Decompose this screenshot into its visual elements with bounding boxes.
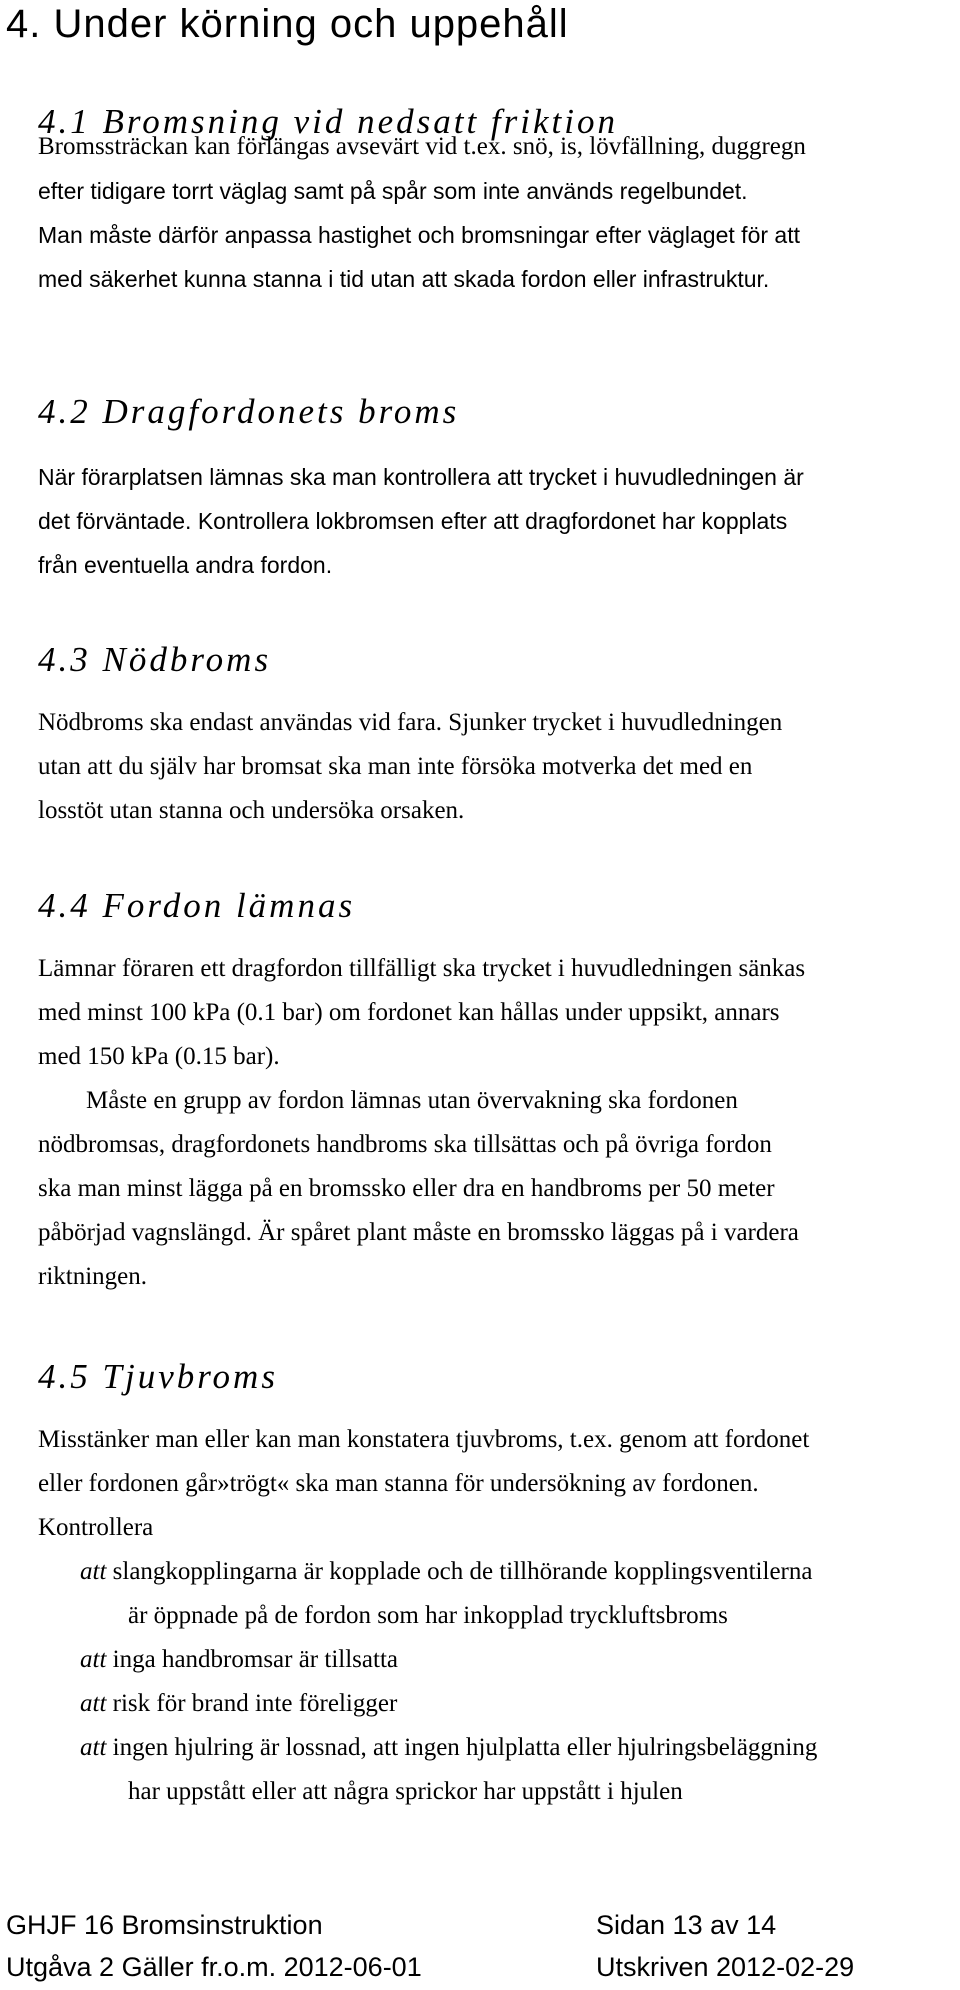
text-line: losstöt utan stanna och undersöka orsaken. xyxy=(38,797,465,824)
checklist-prefix: att xyxy=(80,1646,107,1673)
text-line: med minst 100 kPa (0.1 bar) om fordonet kan hållas under uppsikt, annars xyxy=(38,999,780,1026)
text-line: utan att du själv har bromsat ska man inte försöka motverka det med en xyxy=(38,753,753,780)
section-heading-4-4: 4.4 Fordon lämnas xyxy=(38,886,356,925)
checklist-line xyxy=(80,1550,958,1594)
paragraph-4-2 xyxy=(38,455,958,587)
text-line: från eventuella andra fordon. xyxy=(38,552,333,578)
checklist-text: har uppstått eller att några sprickor har uppstått i hjulen xyxy=(128,1778,683,1805)
paragraph-4-5 xyxy=(38,1418,958,1550)
checklist-text: ingen hjulring är lossnad, att ingen hjulplatta eller hjulringsbeläggning xyxy=(112,1734,818,1761)
text-line: det förväntade. Kontrollera lokbromsen efter att dragfordonet har kopplats xyxy=(38,508,788,534)
checklist-text: risk för brand inte föreligger xyxy=(112,1690,398,1717)
footer-page-info: Sidan 13 av 14 xyxy=(596,1910,777,1940)
checklist-text: slangkopplingarna är kopplade och de tillhörande kopplingsventilerna xyxy=(112,1558,813,1585)
checklist-line xyxy=(80,1682,958,1726)
text-line: riktningen. xyxy=(38,1263,148,1290)
page-footer xyxy=(0,1907,960,1990)
checklist-line xyxy=(80,1726,958,1770)
checklist-line xyxy=(80,1638,958,1682)
checklist-item xyxy=(38,1638,958,1682)
checklist-prefix: att xyxy=(80,1558,107,1585)
text-line: efter tidigare torrt väglag samt på spår som inte används regelbundet. xyxy=(38,178,748,204)
paragraph-4-1 xyxy=(38,125,958,301)
footer-printed: Utskriven 2012-02-29 xyxy=(596,1952,855,1982)
checklist-prefix: att xyxy=(80,1690,107,1717)
checklist-item xyxy=(38,1726,958,1814)
text-line: Man måste därför anpassa hastighet och bromsningar efter väglaget för att xyxy=(38,222,800,248)
checklist xyxy=(38,1550,958,1814)
footer-edition: Utgåva 2 Gäller fr.o.m. 2012-06-01 xyxy=(6,1952,422,1982)
paragraph-4-3 xyxy=(38,701,958,833)
text-line: påbörjad vagnslängd. Är spåret plant måste en bromssko läggas på i vardera xyxy=(38,1219,799,1246)
paragraph-4-4-a xyxy=(38,947,958,1079)
text-line: ska man minst lägga på en bromssko eller dra en handbroms per 50 meter xyxy=(38,1175,775,1202)
text-line: Kontrollera xyxy=(38,1514,154,1541)
text-line: nödbromsas, dragfordonets handbroms ska tillsättas och på övriga fordon xyxy=(38,1131,772,1158)
text-line: Måste en grupp av fordon lämnas utan övervakning ska fordonen xyxy=(86,1087,738,1114)
text-line: När förarplatsen lämnas ska man kontrollera att trycket i huvudledningen är xyxy=(38,464,804,490)
paragraph-4-4-b xyxy=(38,1079,958,1299)
checklist-prefix: att xyxy=(80,1734,107,1761)
text-line: eller fordonen går»trögt« ska man stanna för undersökning av fordonen. xyxy=(38,1470,759,1497)
text-line: med säkerhet kunna stanna i tid utan att skada fordon eller infrastruktur. xyxy=(38,266,770,292)
text-line: Bromssträckan kan förlängas avsevärt vid t.ex. snö, is, lövfällning, duggregn xyxy=(38,133,806,160)
text-line: Misstänker man eller kan man konstatera tjuvbroms, t.ex. genom att fordonet xyxy=(38,1426,810,1453)
checklist-item xyxy=(38,1682,958,1726)
chapter-title: 4. Under körning och uppehåll xyxy=(6,2,569,46)
checklist-item xyxy=(38,1550,958,1638)
section-heading-4-2: 4.2 Dragfordonets broms xyxy=(38,392,460,431)
section-heading-4-3: 4.3 Nödbroms xyxy=(38,640,272,679)
checklist-text: inga handbromsar är tillsatta xyxy=(112,1646,398,1673)
text-line: Nödbroms ska endast användas vid fara. Sjunker trycket i huvudledningen xyxy=(38,709,783,736)
checklist-text: är öppnade på de fordon som har inkopplad tryckluftsbroms xyxy=(128,1602,728,1629)
section-heading-4-1: 4.1 Bromsning vid nedsatt friktion xyxy=(38,102,618,141)
footer-doc-title: GHJF 16 Bromsinstruktion xyxy=(6,1910,323,1940)
text-line: med 150 kPa (0.15 bar). xyxy=(38,1043,280,1070)
section-heading-4-5: 4.5 Tjuvbroms xyxy=(38,1357,278,1396)
text-line: Lämnar föraren ett dragfordon tillfälligt ska trycket i huvudledningen sänkas xyxy=(38,955,806,982)
